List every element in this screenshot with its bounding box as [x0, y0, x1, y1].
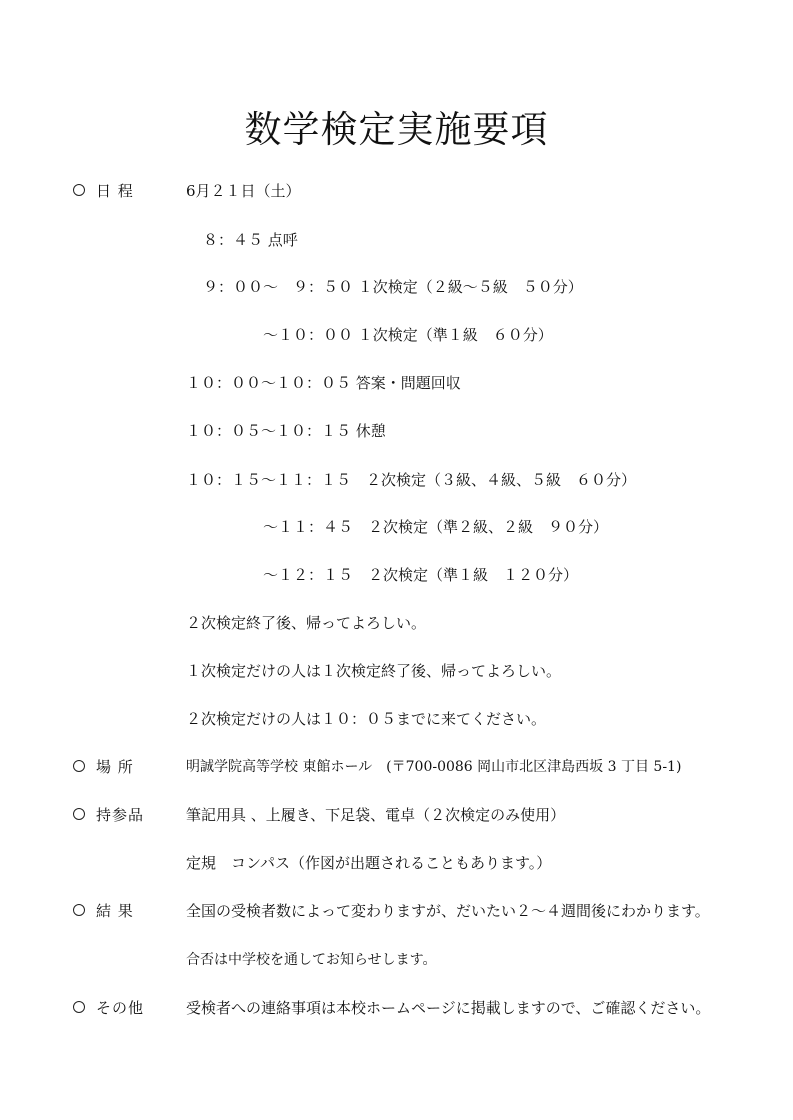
schedule-note: ２次検定終了後、帰ってよろしい。	[186, 614, 427, 632]
schedule-line: ～１２：１５ ２次検定（準１級 １２０分）	[263, 566, 579, 584]
schedule-line: １０：００～１０：０５ 答案・問題回収	[186, 374, 461, 392]
section-label: 結 果	[96, 902, 134, 920]
other-text: 受検者への連絡事項は本校ホームページに掲載しますので、ご確認ください。	[186, 999, 711, 1017]
schedule-line: ～１０：００ １次検定（準１級 ６０分）	[263, 326, 553, 344]
circle-bullet-icon	[73, 1001, 85, 1013]
schedule-line: １０：０５～１０：１５ 休憩	[186, 422, 386, 440]
items-line: 筆記用具 、上履き、下足袋、電卓（２次検定のみ使用）	[186, 806, 566, 824]
section-label: 持参品	[96, 806, 145, 824]
schedule-date: 6月２１日（土）	[186, 182, 301, 200]
results-line-2: 合否は中学校を通してお知らせします。	[186, 952, 437, 968]
schedule-note: ２次検定だけの人は１０：０５までに来てください。	[186, 710, 547, 728]
section-place	[0, 752, 793, 782]
circle-bullet-icon	[73, 184, 85, 196]
items-line-2: 定規 コンパス（作図が出題されることもあります。）	[186, 854, 552, 872]
section-other	[0, 993, 793, 1023]
section-label: その他	[96, 999, 145, 1017]
circle-bullet-icon	[73, 808, 85, 820]
schedule-line: ８：４５ 点呼	[203, 231, 298, 249]
schedule-line: １０：１５～１１：１５ ２次検定（３級、４級、５級 ６０分）	[186, 471, 637, 489]
schedule-line: ９：００～ ９：５０ １次検定（２級～５級 ５０分）	[203, 278, 583, 296]
circle-bullet-icon	[73, 760, 85, 772]
section-label: 場 所	[96, 758, 134, 776]
section-results	[0, 896, 793, 926]
schedule-line: ～１１：４５ ２次検定（準２級、２級 ９０分）	[263, 518, 609, 536]
schedule-note: １次検定だけの人は１次検定終了後、帰ってよろしい。	[186, 662, 562, 680]
results-line: 全国の受検者数によって変わりますが、だいたい２～４週間後にわかります。	[186, 902, 710, 920]
section-schedule	[0, 176, 793, 206]
section-label: 日 程	[96, 182, 134, 200]
place-text: 明誠学院高等学校 東館ホール (〒700-0086 岡山市北区津島西坂 3 丁目 5-1)	[186, 759, 682, 775]
circle-bullet-icon	[73, 904, 85, 916]
document-title: 数学検定実施要項	[244, 108, 549, 151]
section-items	[0, 800, 793, 830]
